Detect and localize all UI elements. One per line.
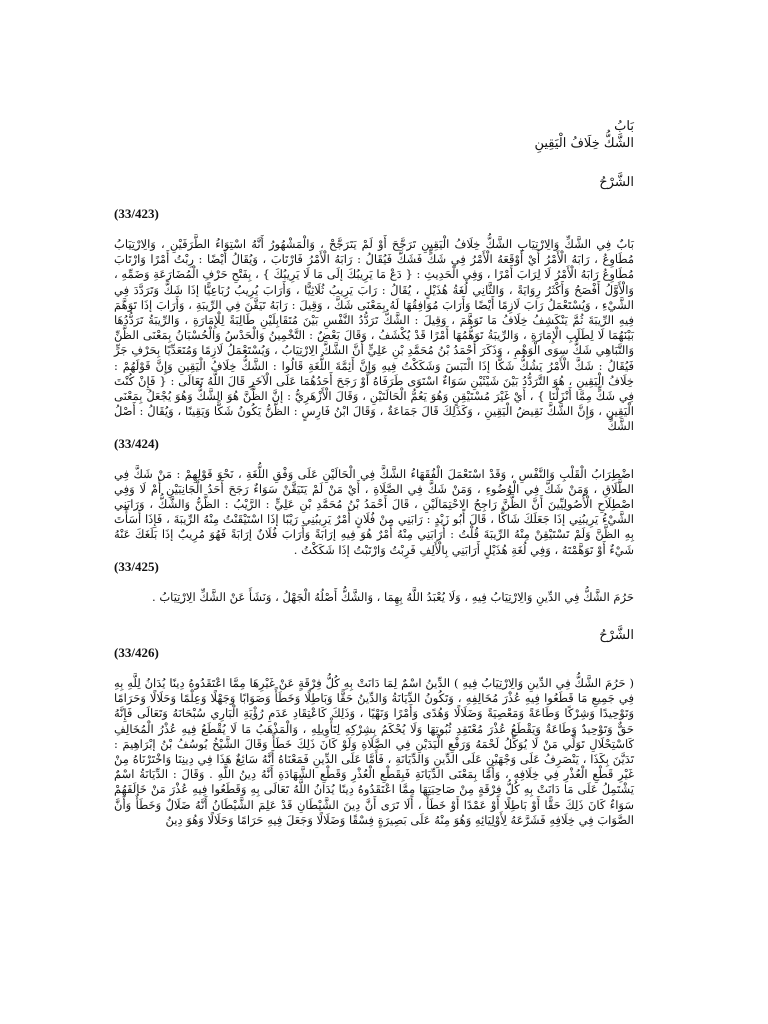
body-paragraph: ( حَرُمَ الشَّكُّ فِي الدِّينِ وَالِارْتِيَابُ فِيهِ ) الدِّينُ اسْمٌ لِمَا دَانَتْ بِهِ كُلُّ فِرْقَةٍ عَنْ غَيْرِهَا مِمَّا اعْتَقَدُوهُ دِينًا يُدَانُ لِلَّهِ بِهِ فِي جَمِيعِ مَا قَطَعُوا فِيهِ عُذْرَ مُخَالِفِهِ ، وَتَكُونُ الدِّيَانَةُ وَالدِّينُ حَقًّا وَبَاطِلًا وَخَطَأً وَصَوَابًا وَجَهْلًا وَعِلْمًا وَحَلَالًا وَحَرَامًا وَتَوْحِيدًا وَشِرْكًا وَطَاعَةً وَمَعْصِيَةً وَضَلَالًا وَهُدًى وَأَمْرًا وَنَهْيًا ، وَذَلِكَ كَاعْتِقَادِ عَدَمِ رُؤْيَةِ الْبَارِي سُبْحَانَهُ وَتَعَالَى فَإِنَّهُ حَقٌّ وَتَوْحِيدٌ وَطَاعَةٌ وَيَقْطَعُ عُذْرَ مُعْتَقِدِ ثُبُوتِهَا وَلَا يُحْكَمُ بِشِرْكِهِ لِتَأْوِيلِهِ ، وَالْمَذْهَبُ مَا لَا يُقْطَعُ فِيهِ عُذْرُ الْمُخَالِفِ كَاسْتِحْلَالِ تَوَلِّي مَنْ لَا يُوَكِّلُ لَحْمَهُ وَرَفْعِ الْيَدَيْنِ فِي الصَّلَاةِ وَلَوْ كَانَ ذَلِكَ خَطَأً وَقَالَ الشَّيْخُ يُوسُفُ بْنُ إبْرَاهِيمَ : تَدَيَّنَ بِكَذَا ، يَنْصَرِفُ عَلَى وَجْهَيْنِ عَلَى الدِّينِ وَالدِّيَانَةِ ، فَأَمَّا عَلَى الدِّينِ فَمَعْنَاهُ أَنَّهُ سَائِغٌ هَذَا فِي دِينِنَا وَاخْتَرْنَاهُ مِنْ غَيْرِ قَطْعِ الْعُذْرِ فِي خِلَافِهِ ، وَأَمَّا بِمَعْنَى الدِّيَانَةِ فَبِقَطْعِ الْعُذْرِ وَقَطْعِ الشَّهَادَةِ أَنَّهُ دِينُ اللَّهِ . وَقَالَ : الدِّيَانَةُ اسْمٌ يَشْتَمِلُ عَلَى مَا دَانَتْ بِهِ كُلُّ فِرْقَةٍ مِنْ صَاحِبَتِهَا مِمَّا اعْتَقَدُوهُ دِينًا يُدَانُ اللَّهُ تَعَالَى بِهِ وَقَطَعُوا فِيهِ عُذْرَ مَنْ خَالَفَهُمْ سَوَاءٌ كَانَ ذَلِكَ حَقًّا أَوْ بَاطِلًا أَوْ عَمْدًا أَوْ خَطَأً ، أَلَا تَرَى أَنَّ دِينَ الشَّيْطَانِ قَدْ عَلِمَ الشَّيْطَانُ أَنَّهُ ضَلَالٌ وَخَطَأٌ وَأَنَّ الصَّوَابَ فِي خِلَافِهِ فَشَرَّعَهُ لِأَوْلِيَائِهِ وَهُوَ مِنْهُ عَلَى بَصِيرَةٍ فِسْقًا وَضَلَالًا وَجَعَلَ فِيهِ حَرَامًا وَحَلَالًا وَهُوَ دِينُ [114, 676, 634, 827]
body-paragraph: بَابٌ فِي الشَّكِّ وَالِارْتِيَابِ الشَّكُّ خِلَافُ الْيَقِينِ تَرَجَّحَ أَوْ لَمْ يَتَرَجَّحْ ، وَالْمَشْهُورُ أَنَّهُ اسْتِوَاءُ الطَّرَفَيْنِ ، وَالِارْتِيَابُ مُطَاوِعُ ، رَابَهُ الْأَمْرُ أَيْ أَوْقَعَهُ الْأَمْرُ فِي شَكٍّ فَشَكَّ فَيُقَالُ : رَابَهُ الْأَمْرُ فَارْتَابَ ، وَيُقَالُ أَيْضًا : رِبْتُ أَمْرًا وَارْتَابَ مُطَاوِعُ رَابَهُ الْأَمْرُ لَا لِرَابَ أَمْرًا ، وَفِي الْحَدِيثِ : { دَعْ مَا يَرِيبُكَ إلَى مَا لَا يَرِيبُكَ } ، بِفَتْحِ حَرْفِ الْمُضَارَعَةِ وَضَمِّهِ ، وَالْأَوَّلُ أَفْصَحُ وَأَكْثَرُ رِوَايَةً ، وَالثَّانِي لُغَةُ هُذَيْلٍ ، يُقَالُ : رَابَ يَرِيبُ ثُلَاثِيًّا ، وَأَرَابَ يُرِيبُ رُبَاعِيًّا إذَا شَكَّ وَتَرَدَّدَ فِي الشَّيْءِ ، وَيُسْتَعْمَلُ رَابَ لَازِمًا أَيْضًا وَأَرَابَ مُوَافِقُهَا لَهُ بِمَعْنَى شَكَّ ، وَقِيلَ : رَابَهُ تَيَقَّنَ فِي الرِّيبَةِ ، وَأَرَابَ إذَا تَوَهَّمَ فِيهِ الرِّيبَةَ ثُمَّ يَنْكَشِفُ خِلَافُ مَا تَوَهَّمَ ، وَقِيلَ : الشَّكُّ تَرَدُّدُ النَّفْسِ بَيْنَ مُتَقَابِلَيْنِ طَالِبَةً لِلْإِمَارَةِ ، وَالرِّيبَةُ تَرَدُّدُهَا بَيْنَهُمَا لَا لِطَلَبِ الْإِمَارَةِ ، وَالرِّيبَةُ تَوَهُّمُهَا أَمْرًا قَدْ يُكْشَفُ ، وَقَالَ بَعْضٌ : التَّخْمِينُ وَالْحَدْسُ وَالْحُسْبَانُ بِمَعْنَى الظَّنِّ وَالتَّبَاهِي شَكٌّ سِوَى الْوَهْمِ ، وَذَكَرَ أَحْمَدُ بْنُ مُحَمَّدِ بْنِ عَلِيٍّ أَنَّ الشَّكَّ الِارْتِيَابُ ، وَيُسْتَعْمَلُ لَازِمًا وَمُتَعَدِّيًا بِحَرْفِ جَرٍّ فَيُقَالُ : شَكَّ الْأَمْرُ يَشُكُّ شَكًّا إذَا الْتَبَسَ وَشَكَكْتُ فِيهِ وَإِنَّ أَئِمَّةَ اللُّغَةِ قَالُوا : الشَّكُّ خِلَافُ الْيَقِينِ وَإِنَّ قَوْلَهُمْ : خِلَافُ الْيَقِينِ ، هُوَ التَّرَدُّدُ بَيْنَ شَيْئَيْنِ سَوَاءٌ اسْتَوَى طَرَفَاهُ أَوْ رَجَحَ أَحَدُهُمَا عَلَى الْآخَرِ قَالَ اللَّهُ تَعَالَى : { فَإِنْ كُنْتَ فِي شَكٍّ مِمَّا أَنْزَلْنَا } ، أَيْ غَيْرَ مُسْتَيْقِنٍ وَهُوَ يَعُمُّ الْحَالَتَيْنِ ، وَقَالَ الْأَزْهَرِيُّ : إنَّ الظَّنَّ هُوَ الشَّكُّ وَهُوَ يُجْعَلُ بِمَعْنَى الْيَقِينِ ، وَإِنَّ الشَّكَّ نَقِيضُ الْيَقِينِ ، وَكَذَلِكَ قَالَ جَمَاعَةٌ ، وَقَالَ ابْنُ فَارِسٍ : الظَّنُّ يَكُونُ شَكًّا وَيَقِينًا ، وَيُقَالُ : أَصْلُ الشَّكِّ [114, 237, 634, 434]
document-page [114, 118, 634, 828]
page-reference: (33/424) [114, 435, 159, 451]
sharh-label: الشَّرْحُ [599, 175, 634, 190]
body-paragraph: اضْطِرَابُ الْقَلْبِ وَالنَّفْسِ ، وَقَدْ اسْتَعْمَلَ الْفُقَهَاءُ الشَّكَّ فِي الْحَالَيْنِ عَلَى وَفْقِ اللُّغَةِ ، نَحْوَ قَوْلِهِمْ : مَنْ شَكَّ فِي الطَّلَاقِ ، وَمَنْ شَكَّ فِي الْوُضُوءِ ، وَمَنْ شَكَّ فِي الصَّلَاةِ ، أَيْ مَنْ لَمْ يَتَيَقَّنْ سَوَاءٌ رَجَحَ أَحَدُ الْجَانِبَيْنِ أَمْ لَا وَفِي اصْطِلَاحِ الْأُصُولِيِّينَ أَنَّ الظَّنَّ رَاجِحُ الِاحْتِمَالَيْنِ ، قَالَ أَحْمَدُ بْنُ مُحَمَّدِ بْنِ عَلِيٍّ : الرَّيْبُ : الظَّنُّ وَالشَّكُّ ، وَرَابَنِي الشَّيْءُ يَرِيبُنِي إذَا جَعَلَكَ شَاكًّا ، قَالَ أَبُو زَيْدٍ : رَابَنِي مِنْ فُلَانٍ أَمْرٌ يَرِيبُنِي رَيْبًا إذَا اسْتَيْقَنْتُ مِنْهُ الرِّيبَةَ ، فَإِذَا أَسَأْتَ بِهِ الظَّنَّ وَلَمْ تَسْتَيْقِنْ مِنْهُ الرِّيبَةَ قُلْتُ : أَرَابَنِي مِنْهُ أَمْرٌ هُوَ فِيهِ إرَابَةً وَأَرَابَ فُلَانٌ إرَابَةً فَهُوَ مُرِيبٌ إذَا بَلَغَكَ عَنْهُ شَيْءٌ أَوْ تَوَهَّمْتَهُ ، وَفِي لُغَةِ هُذَيْلٍ أَرَابَنِي بِالْأَلِفِ فَرِبْتُ وَارْتَبْتُ إذَا شَكَكْتُ . [114, 466, 634, 557]
chapter-label: بَابُ [614, 119, 634, 134]
page-reference: (33/423) [114, 206, 159, 221]
chapter-title: الشَّكُّ خِلَافُ الْيَقِينِ [534, 136, 634, 151]
body-paragraph: حَرُمَ الشَّكُّ فِي الدِّينِ وَالِارْتِيَابُ فِيهِ ، وَلَا يُعْبَدُ اللَّهُ بِهِمَا ، وَالشَّكُّ أَصْلُهُ الْجَهْلُ ، وَنَشَأَ عَنْ الشَّكِّ الِارْتِيَابُ . [152, 589, 634, 604]
sharh-label: الشَّرْحُ [599, 628, 634, 644]
page-reference: (33/425) [114, 558, 159, 574]
page-reference: (33/426) [114, 645, 159, 661]
